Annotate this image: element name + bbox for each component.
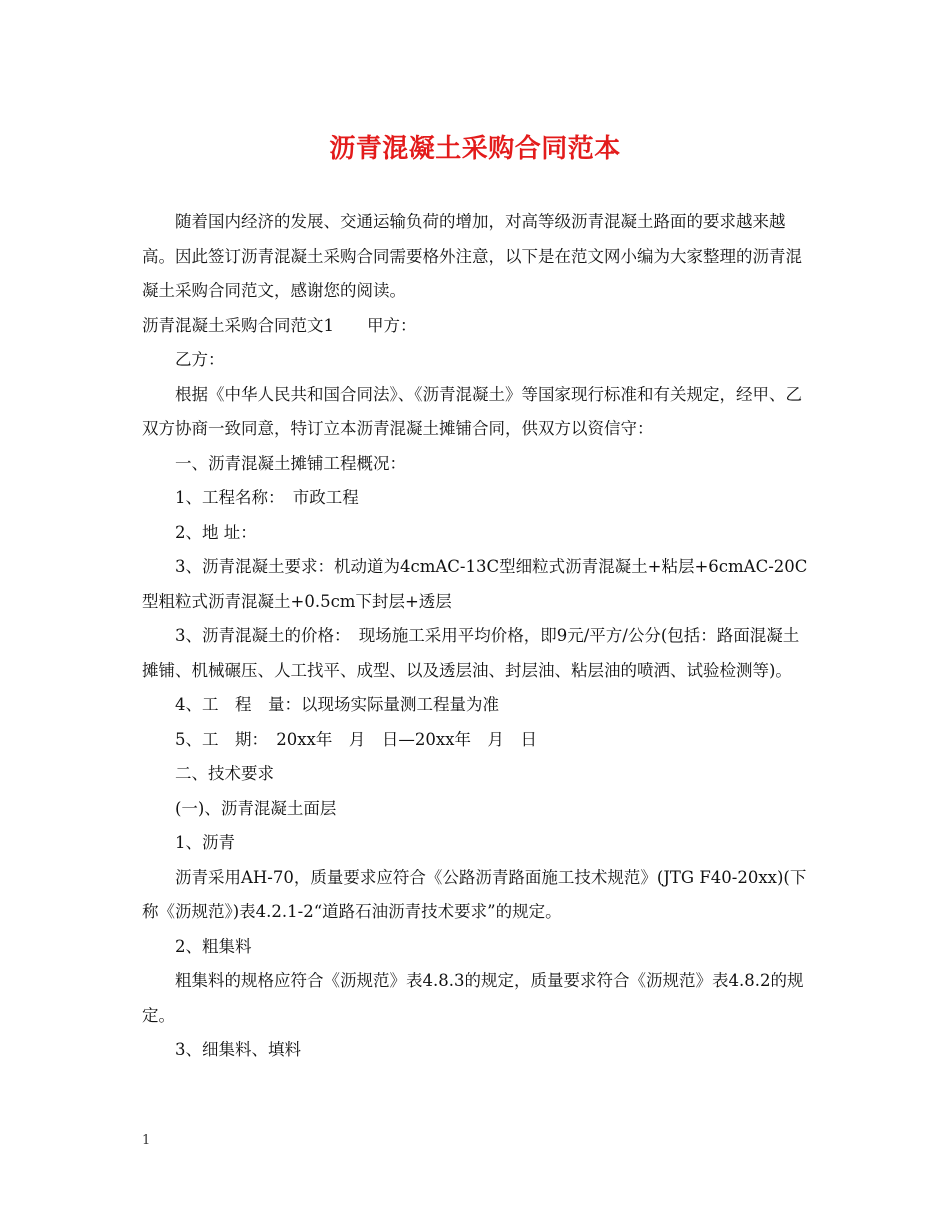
body-paragraph: 5、工 期： 20xx年 月 日—20xx年 月 日 <box>175 729 537 749</box>
body-paragraph: 沥青采用AH-70，质量要求应符合《公路沥青路面施工技术规范》(JTG F40-20xx)(下称《沥规范》)表4.2.1-2“道路石油沥青技术要求”的规定。 <box>142 867 807 921</box>
body-paragraph: 3、沥青混凝土要求：机动道为4cmAC-13C型细粒式沥青混凝土+粘层+6cmAC-20C型粗粒式沥青混凝土+0.5cm下封层+透层 <box>142 557 808 611</box>
document-title: 沥青混凝土采购合同范本 <box>329 134 621 164</box>
body-paragraph: 1、沥青 <box>175 833 235 852</box>
body-paragraph: 一、沥青混凝土摊铺工程概况： <box>175 453 406 473</box>
body-paragraph: 二、技术要求 <box>175 764 274 783</box>
body-paragraph: 2、地 址： <box>175 522 257 542</box>
document-body <box>142 205 812 1068</box>
body-paragraph: 1、工程名称： 市政工程 <box>175 488 359 507</box>
body-paragraph: 3、沥青混凝土的价格： 现场施工采用平均价格，即9元/平方/公分(包括：路面混凝土摊铺、机械碾压、人工找平、成型、以及透层油、封层油、粘层油的喷洒、试验检测等)。 <box>142 626 800 680</box>
body-paragraph: 2、粗集料 <box>175 936 252 956</box>
body-paragraph: (一)、沥青混凝土面层 <box>175 798 337 818</box>
body-paragraph: 乙方： <box>175 350 225 369</box>
body-paragraph: 随着国内经济的发展、交通运输负荷的增加，对高等级沥青混凝土路面的要求越来越高。因此签订沥青混凝土采购合同需要格外注意，以下是在范文网小编为大家整理的沥青混凝土采购合同范文，感谢您的阅读。 <box>142 212 802 300</box>
body-paragraph: 粗集料的规格应符合《沥规范》表4.8.3的规定，质量要求符合《沥规范》表4.8.2的规定。 <box>142 971 804 1025</box>
page-number: 1 <box>142 1133 151 1148</box>
body-paragraph: 4、工 程 量：以现场实际量测工程量为准 <box>175 695 499 714</box>
body-paragraph: 根据《中华人民共和国合同法》、《沥青混凝土》等国家现行标准和有关规定，经甲、乙双方协商一致同意，特订立本沥青混凝土摊铺合同，供双方以资信守： <box>142 384 802 438</box>
body-paragraph: 3、细集料、填料 <box>175 1040 301 1059</box>
body-paragraph: 沥青混凝土采购合同范文1 甲方： <box>142 315 417 335</box>
